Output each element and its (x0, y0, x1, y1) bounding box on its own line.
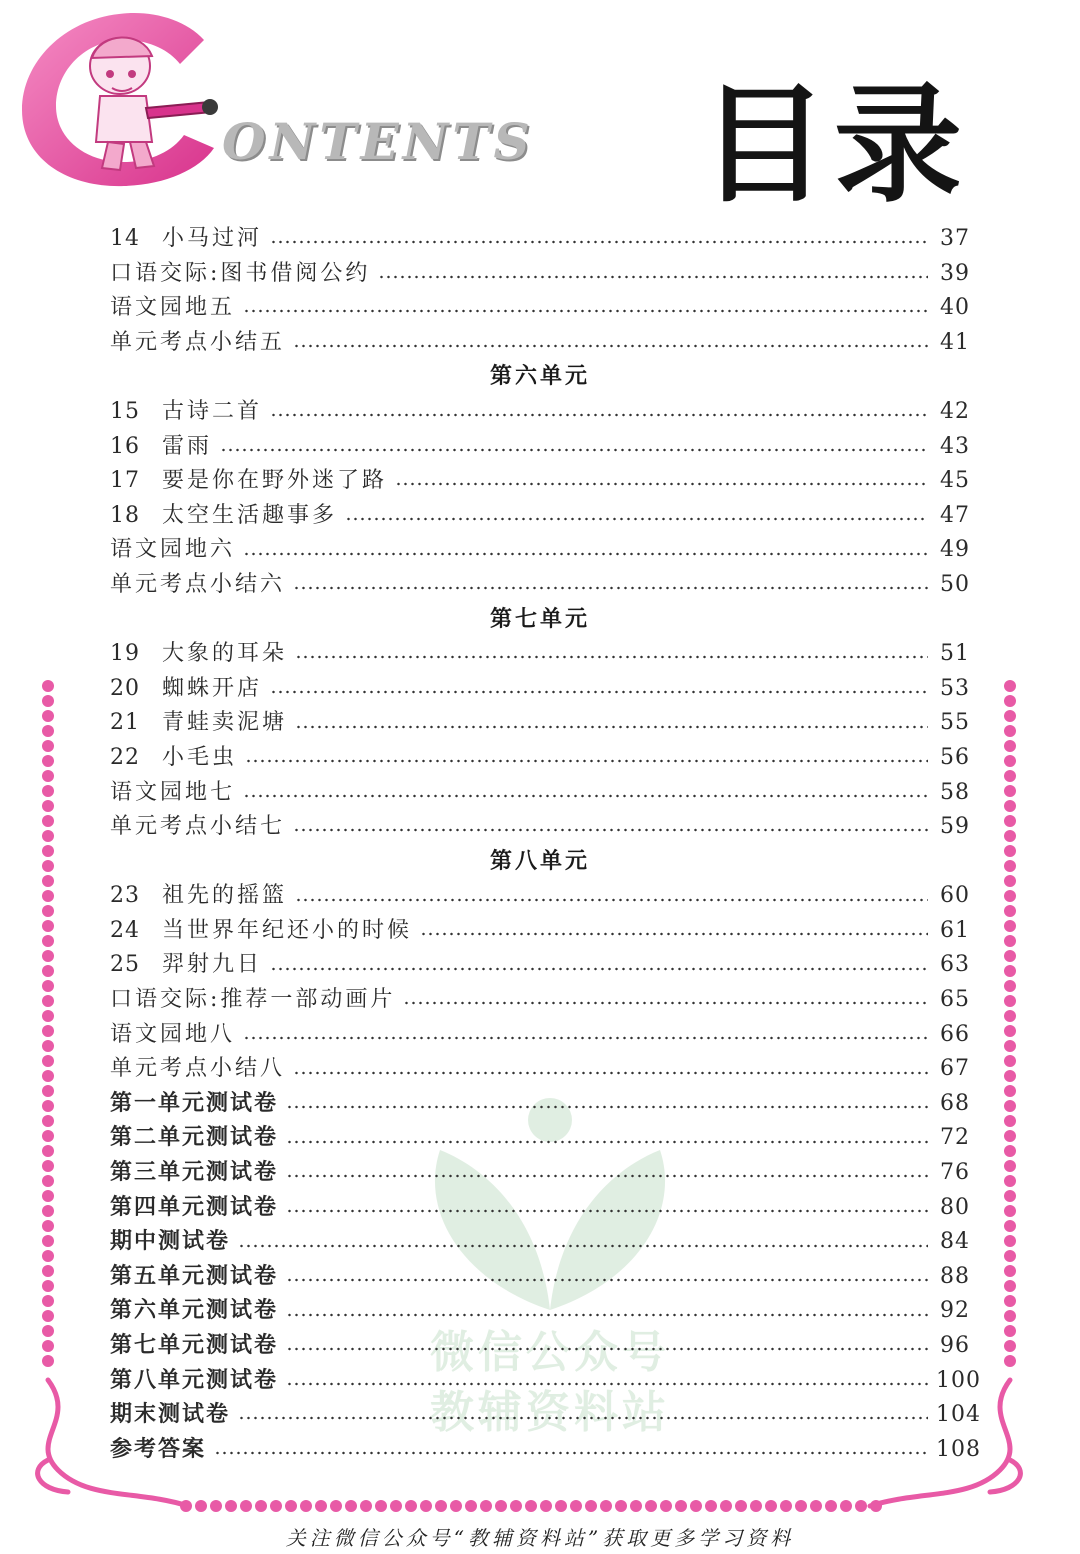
watermark-line-1: 微信公众号 (430, 1327, 670, 1378)
bead-dot (435, 1500, 447, 1512)
toc-entry[interactable] (110, 222, 970, 257)
bead-dot (765, 1500, 777, 1512)
bead-dot (540, 1500, 552, 1512)
page-number: 45 (940, 468, 970, 494)
page-number: 42 (940, 398, 970, 424)
bead-dot (42, 695, 54, 707)
lesson-number: 25 (110, 952, 140, 978)
bead-dot (1004, 1055, 1016, 1067)
bead-dot (630, 1500, 642, 1512)
page-number: 59 (940, 814, 970, 840)
mascot-illustration (60, 18, 230, 178)
bead-dot (705, 1500, 717, 1512)
bead-dot (585, 1500, 597, 1512)
dot-leader (293, 344, 928, 348)
bead-dot (615, 1500, 627, 1512)
dot-leader (238, 1244, 928, 1248)
bead-dot (42, 1145, 54, 1157)
lesson-number: 19 (110, 641, 140, 667)
bead-dot (1004, 1130, 1016, 1142)
bead-dot (1004, 995, 1016, 1007)
dot-leader (270, 967, 928, 971)
bead-dot (42, 1055, 54, 1067)
bead-dot (1004, 1205, 1016, 1217)
page-number: 100 (936, 1367, 981, 1393)
page-number: 50 (940, 571, 970, 597)
bead-dot (1004, 905, 1016, 917)
toc-entry[interactable] (110, 1294, 970, 1329)
bead-dot (420, 1500, 432, 1512)
page-number: 104 (936, 1402, 981, 1428)
entry-title: 太空生活趣事多 (162, 502, 338, 528)
bead-dot (42, 935, 54, 947)
entry-title: 第七单元测试卷 (110, 1333, 279, 1358)
page-number: 55 (940, 710, 970, 736)
entry-title: 单元考点小结六 (110, 571, 286, 597)
bead-dot (42, 980, 54, 992)
bead-dot (1004, 890, 1016, 902)
toc-entry[interactable] (110, 1191, 970, 1226)
bead-dot (42, 1250, 54, 1262)
toc-entry[interactable] (110, 430, 970, 465)
entry-title: 语文园地五 (110, 295, 236, 321)
bead-dot (690, 1500, 702, 1512)
page-number: 61 (940, 917, 970, 943)
bead-dot (42, 1025, 54, 1037)
dot-leader (214, 1451, 928, 1455)
bead-dot (1004, 1310, 1016, 1322)
dot-leader (270, 413, 928, 417)
entry-title: 要是你在野外迷了路 (162, 468, 388, 494)
dot-leader (286, 1209, 928, 1213)
entry-title: 第四单元测试卷 (110, 1194, 279, 1220)
lesson-number: 24 (110, 917, 140, 943)
bead-dot (1004, 1070, 1016, 1082)
bead-dot (42, 1325, 54, 1337)
bead-dot (195, 1500, 207, 1512)
bead-dot (42, 1205, 54, 1217)
lesson-number: 17 (110, 468, 140, 494)
page-number: 56 (940, 744, 970, 770)
toc-entry[interactable] (110, 776, 970, 811)
entry-title: 小马过河 (162, 226, 263, 251)
lesson-number: 22 (110, 744, 140, 770)
entry-title: 雷雨 (162, 433, 213, 459)
lesson-number: 18 (110, 502, 140, 528)
bead-dot (255, 1500, 267, 1512)
bead-dot (42, 1160, 54, 1172)
entry-title: 当世界年纪还小的时候 (162, 917, 413, 943)
table-of-contents (110, 222, 981, 1467)
bead-dot (1004, 1175, 1016, 1187)
unit-heading: 第六单元 (489, 364, 590, 390)
bead-dot (330, 1500, 342, 1512)
bead-dot (1004, 1010, 1016, 1022)
entry-title: 单元考点小结五 (110, 329, 286, 355)
entry-title: 口语交际:图书借阅公约 (110, 260, 371, 286)
toc-entry[interactable] (110, 1398, 981, 1433)
dot-leader (286, 1382, 928, 1386)
bead-dot (42, 815, 54, 827)
bead-dot (1004, 1280, 1016, 1292)
bead-dot (660, 1500, 672, 1512)
dot-leader (295, 898, 928, 902)
lesson-number: 23 (110, 883, 140, 909)
bead-dot (42, 1115, 54, 1127)
bead-dot (42, 1265, 54, 1277)
bead-dot (42, 830, 54, 842)
bead-dot (42, 725, 54, 737)
toc-entry[interactable] (110, 706, 970, 741)
bead-dot (1004, 965, 1016, 977)
dot-leader (378, 275, 928, 279)
bead-dot (1004, 1295, 1016, 1307)
bead-dot (42, 710, 54, 722)
toc-entry[interactable] (110, 533, 970, 568)
bead-dot (1004, 980, 1016, 992)
page-number: 96 (940, 1333, 970, 1358)
lesson-number: 14 (110, 226, 140, 251)
bead-dot (1004, 1250, 1016, 1262)
bead-dot (42, 1355, 54, 1367)
bead-dot (42, 890, 54, 902)
bead-dot (42, 785, 54, 797)
bead-dot (1004, 1115, 1016, 1127)
bead-dot (1004, 1220, 1016, 1232)
bead-dot (315, 1500, 327, 1512)
bead-dot (570, 1500, 582, 1512)
bead-dot (495, 1500, 507, 1512)
bead-dot (42, 1070, 54, 1082)
bead-dot (555, 1500, 567, 1512)
dot-leader (243, 552, 928, 556)
dot-leader (245, 759, 928, 763)
toc-entry[interactable] (110, 914, 970, 949)
bead-dot (750, 1500, 762, 1512)
bead-dot (42, 1130, 54, 1142)
dot-leader (243, 1036, 928, 1040)
bead-dot (42, 1085, 54, 1097)
bead-dot (1004, 800, 1016, 812)
entry-title: 单元考点小结八 (110, 1056, 286, 1082)
bead-dot (795, 1500, 807, 1512)
dot-leader (293, 1071, 928, 1075)
bead-dot (450, 1500, 462, 1512)
lesson-number: 16 (110, 433, 140, 459)
bead-dot (42, 950, 54, 962)
bead-dot (42, 1100, 54, 1112)
toc-entry[interactable] (110, 1156, 970, 1191)
page-title: 目录 (700, 71, 969, 220)
bead-dot (810, 1500, 822, 1512)
bead-dot (1004, 770, 1016, 782)
toc-entry[interactable] (110, 1364, 981, 1399)
bead-dot (42, 680, 54, 692)
toc-entry[interactable] (110, 257, 970, 292)
bead-dot (42, 770, 54, 782)
dot-leader (395, 482, 928, 486)
bead-dot (825, 1500, 837, 1512)
bead-dot (1004, 875, 1016, 887)
page-number: 65 (940, 987, 970, 1013)
bead-dot (1004, 1265, 1016, 1277)
bead-dot (1004, 1340, 1016, 1352)
dot-leader (403, 1001, 928, 1005)
page-number: 80 (940, 1194, 970, 1220)
page-number: 108 (936, 1436, 981, 1462)
dot-leader (286, 1174, 928, 1178)
bead-dot (1004, 1325, 1016, 1337)
dot-leader (345, 517, 928, 521)
page-number: 43 (940, 433, 970, 459)
dot-leader (270, 690, 928, 694)
page-number: 66 (940, 1021, 970, 1047)
entry-title: 祖先的摇篮 (162, 883, 288, 909)
toc-entry[interactable] (110, 1121, 970, 1156)
bead-dot (1004, 860, 1016, 872)
toc-entry[interactable] (110, 1329, 970, 1364)
watermark-line-2: 教辅资料站 (430, 1387, 670, 1438)
dot-leader (243, 794, 928, 798)
bead-dot (1004, 680, 1016, 692)
bead-dot (42, 1310, 54, 1322)
page-number: 39 (940, 260, 970, 286)
dot-leader (286, 1278, 928, 1282)
entry-title: 第一单元测试卷 (110, 1090, 279, 1116)
bead-dot (42, 1280, 54, 1292)
bead-dot (735, 1500, 747, 1512)
bead-dot (1004, 950, 1016, 962)
entry-title: 青蛙卖泥塘 (162, 710, 288, 736)
bead-dot (42, 800, 54, 812)
entry-title: 第八单元测试卷 (110, 1367, 279, 1393)
bead-dot (720, 1500, 732, 1512)
bead-dot (42, 1235, 54, 1247)
bead-dot (225, 1500, 237, 1512)
bead-dot (1004, 830, 1016, 842)
dot-leader (295, 725, 928, 729)
toc-entry[interactable] (110, 326, 970, 361)
page-number: 41 (940, 329, 970, 355)
page-number: 49 (940, 537, 970, 563)
page-number: 84 (940, 1229, 970, 1255)
toc-entry[interactable] (110, 1433, 981, 1468)
bead-dot (1004, 1160, 1016, 1172)
entry-title: 语文园地六 (110, 537, 236, 563)
bead-dot (1004, 1025, 1016, 1037)
bead-dot (42, 995, 54, 1007)
page-number: 40 (940, 295, 970, 321)
bead-dot (600, 1500, 612, 1512)
bead-dot (42, 845, 54, 857)
entry-title: 羿射九日 (162, 952, 263, 978)
dot-leader (286, 1347, 928, 1351)
bead-dot (42, 1220, 54, 1232)
bead-dot (1004, 710, 1016, 722)
page-number: 63 (940, 952, 970, 978)
bead-dot (1004, 1085, 1016, 1097)
bead-dot (270, 1500, 282, 1512)
bead-dot (1004, 695, 1016, 707)
bead-dot (42, 1340, 54, 1352)
footer-note: 关注微信公众号“教辅资料站”获取更多学习资料 (285, 1526, 795, 1550)
toc-entry[interactable] (110, 568, 970, 603)
entry-title: 单元考点小结七 (110, 814, 286, 840)
bead-dot (1004, 1190, 1016, 1202)
bead-dot (840, 1500, 852, 1512)
bead-dot (42, 905, 54, 917)
entry-title: 语文园地七 (110, 779, 236, 805)
dot-leader (243, 309, 928, 313)
toc-entry[interactable] (110, 637, 970, 672)
bead-dot (1004, 755, 1016, 767)
bead-dot (42, 755, 54, 767)
dot-leader (286, 1105, 928, 1109)
toc-entry[interactable] (110, 810, 970, 845)
bead-dot (210, 1500, 222, 1512)
toc-entry[interactable] (110, 879, 970, 914)
bead-dot (42, 920, 54, 932)
lesson-number: 20 (110, 675, 140, 701)
entry-title: 语文园地八 (110, 1021, 236, 1047)
page-number: 68 (940, 1090, 970, 1116)
page-number: 88 (940, 1263, 970, 1289)
toc-entry[interactable] (110, 1018, 970, 1053)
toc-entry[interactable] (110, 291, 970, 326)
bead-dot (1004, 725, 1016, 737)
bead-dot (780, 1500, 792, 1512)
bead-dot (870, 1500, 882, 1512)
bead-dot (360, 1500, 372, 1512)
entry-title: 古诗二首 (162, 398, 263, 424)
dot-leader (286, 1140, 928, 1144)
bead-dot (1004, 845, 1016, 857)
entry-title: 第六单元测试卷 (110, 1298, 279, 1324)
bead-dot (300, 1500, 312, 1512)
bead-dot (465, 1500, 477, 1512)
toc-entry[interactable] (110, 1087, 970, 1122)
toc-entry[interactable] (110, 983, 970, 1018)
bead-dot (855, 1500, 867, 1512)
bead-dot (405, 1500, 417, 1512)
page-number: 58 (940, 779, 970, 805)
bead-dot (1004, 920, 1016, 932)
dot-leader (295, 655, 928, 659)
bead-dot (42, 1175, 54, 1187)
entry-title: 蜘蛛开店 (162, 675, 263, 701)
page-number: 47 (940, 502, 970, 528)
toc-entry[interactable] (110, 499, 970, 534)
page-number: 76 (940, 1160, 970, 1186)
dot-leader (420, 932, 928, 936)
page-number: 53 (940, 675, 970, 701)
bead-dot (525, 1500, 537, 1512)
toc-entry[interactable] (110, 948, 970, 983)
bead-dot (1004, 1040, 1016, 1052)
bead-dot (390, 1500, 402, 1512)
bead-dot (1004, 1100, 1016, 1112)
bead-dot (1004, 785, 1016, 797)
bead-dot (42, 1190, 54, 1202)
toc-entry[interactable] (110, 1225, 970, 1260)
contents-word: ONTENTS (222, 112, 534, 171)
page-number: 60 (940, 883, 970, 909)
dot-leader (220, 448, 928, 452)
page-number: 67 (940, 1056, 970, 1082)
bead-dot (1004, 815, 1016, 827)
bead-dot (285, 1500, 297, 1512)
entry-title: 期末测试卷 (110, 1402, 231, 1428)
toc-entry[interactable] (110, 464, 970, 499)
entry-title: 第五单元测试卷 (110, 1263, 279, 1289)
bead-dot (42, 1010, 54, 1022)
entry-title: 参考答案 (110, 1436, 207, 1462)
bead-dot (42, 875, 54, 887)
toc-entry[interactable] (110, 1260, 970, 1295)
bead-dot (1004, 1355, 1016, 1367)
bead-dot (42, 1040, 54, 1052)
unit-heading: 第七单元 (489, 606, 590, 632)
entry-title: 第二单元测试卷 (110, 1125, 279, 1151)
bead-dot (1004, 1145, 1016, 1157)
bead-dot (1004, 935, 1016, 947)
page-number: 37 (940, 226, 970, 251)
entry-title: 小毛虫 (162, 744, 238, 770)
page-header (0, 0, 1080, 220)
lesson-number: 21 (110, 710, 140, 736)
bead-dot (510, 1500, 522, 1512)
entry-title: 口语交际:推荐一部动画片 (110, 987, 396, 1013)
dot-leader (238, 1416, 928, 1420)
unit-heading: 第八单元 (489, 848, 590, 874)
entry-title: 期中测试卷 (110, 1229, 231, 1255)
bead-dot (1004, 1235, 1016, 1247)
bead-dot (42, 860, 54, 872)
dot-leader (286, 1313, 928, 1317)
dot-leader (293, 586, 928, 590)
page-number: 92 (940, 1298, 970, 1324)
bead-dot (42, 965, 54, 977)
lesson-number: 15 (110, 398, 140, 424)
toc-entry[interactable] (110, 672, 970, 707)
bead-dot (375, 1500, 387, 1512)
dot-leader (293, 828, 928, 832)
bead-dot (480, 1500, 492, 1512)
bead-dot (240, 1500, 252, 1512)
toc-entry[interactable] (110, 741, 970, 776)
bead-dot (645, 1500, 657, 1512)
bead-dot (345, 1500, 357, 1512)
page-number: 72 (940, 1125, 970, 1151)
toc-entry[interactable] (110, 1052, 970, 1087)
dot-leader (270, 240, 928, 244)
toc-entry[interactable] (110, 395, 970, 430)
bead-dot (42, 1295, 54, 1307)
bead-dot (1004, 740, 1016, 752)
bead-dot (675, 1500, 687, 1512)
bead-dot (42, 740, 54, 752)
entry-title: 第三单元测试卷 (110, 1160, 279, 1186)
page-number: 51 (940, 641, 970, 667)
entry-title: 大象的耳朵 (162, 641, 288, 667)
bead-dot (180, 1500, 192, 1512)
